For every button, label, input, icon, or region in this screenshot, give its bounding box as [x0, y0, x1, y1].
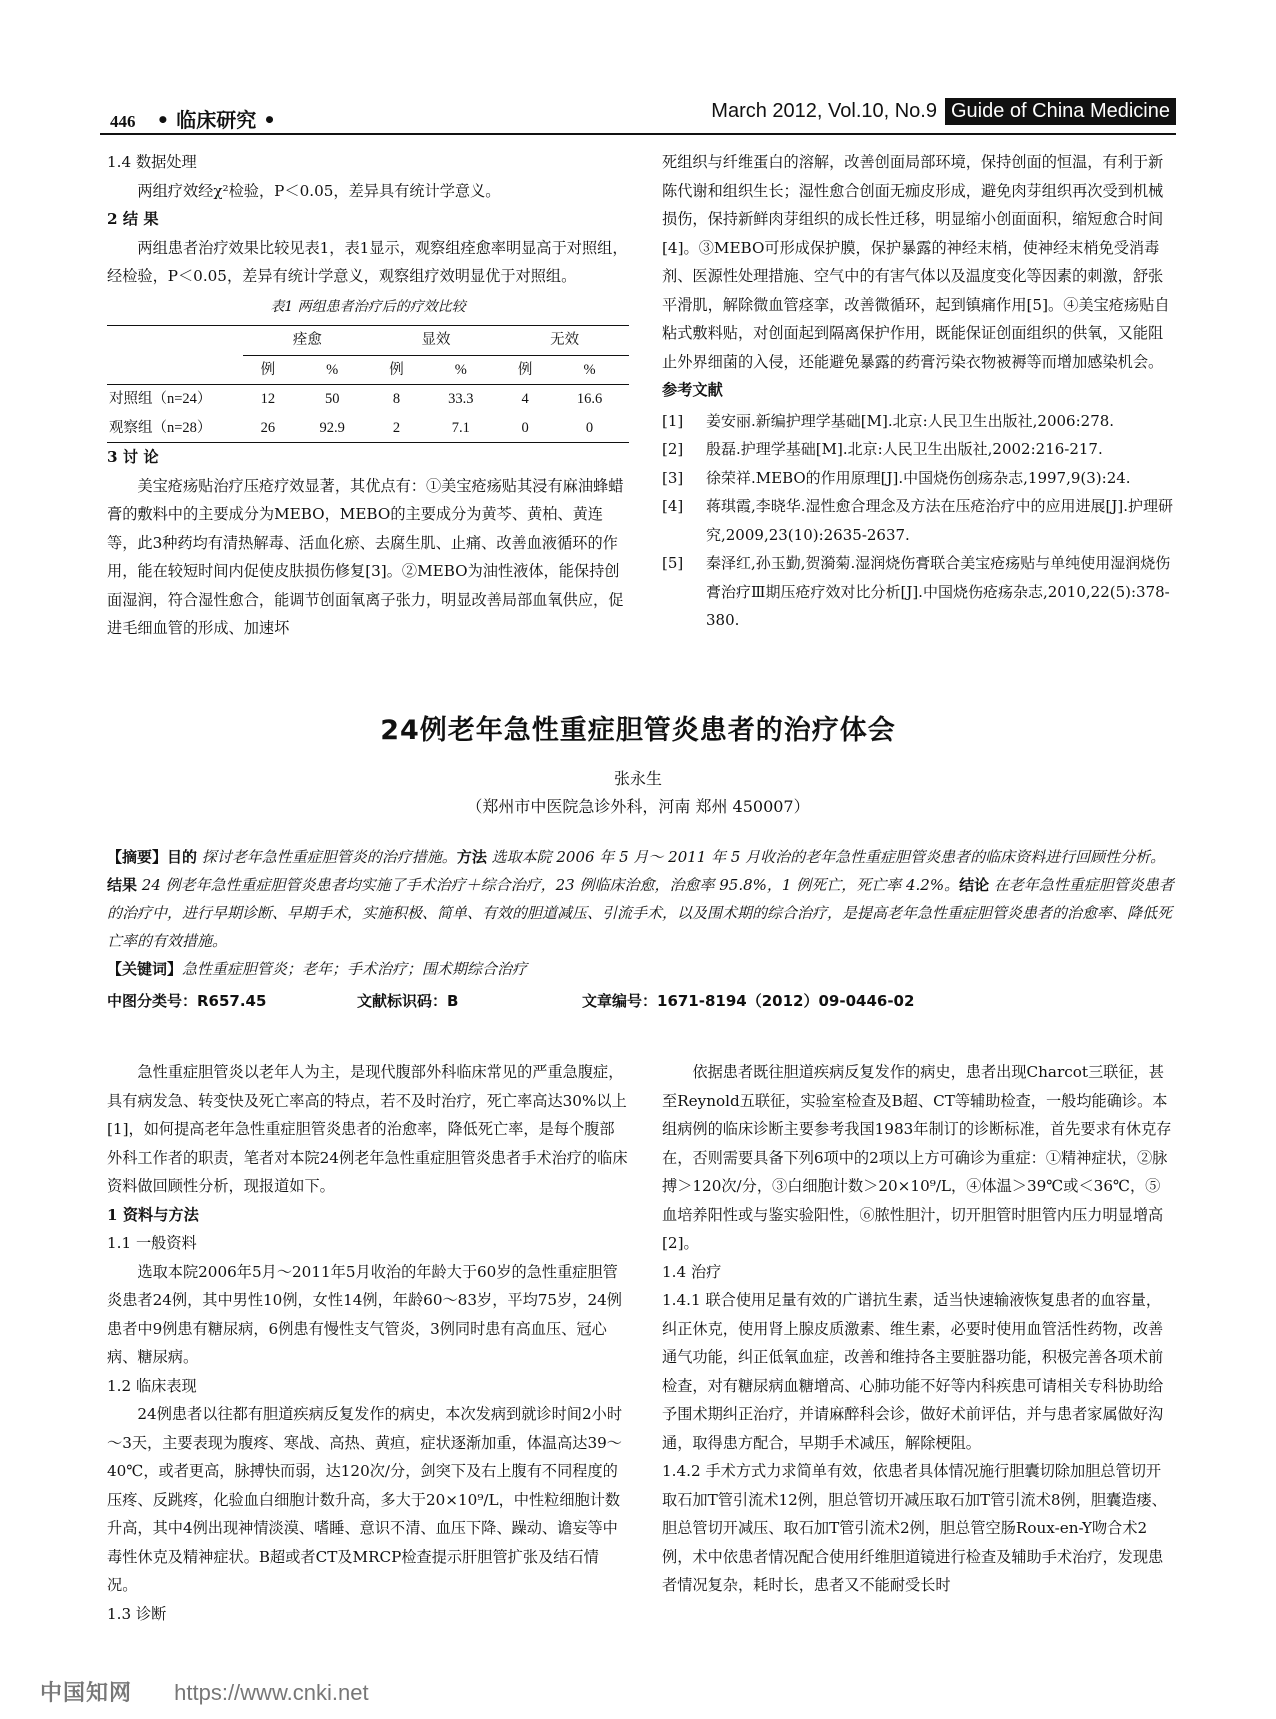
table-cell: 7.1	[421, 414, 500, 443]
abstract	[107, 843, 1179, 983]
abstract-part-text: 在老年急性重症胆管炎患者的治疗中，进行早期诊断、早期手术，实施积极、简单、有效的胆道减压、引流手术，以及围术期的综合治疗，是提高老年急性重症胆管炎患者的治愈率、降低死亡率的有效措施。	[107, 876, 1174, 950]
header-rule	[100, 133, 1176, 135]
table-subheader: 例	[243, 355, 293, 385]
paragraph: 1.4.2 手术方式力求简单有效，依患者具体情况施行胆囊切除加胆总管切开取石加T管引流术12例，胆总管切开减压取石加T管引流术8例，胆囊造瘘、胆总管切开减压、取石加T管引流术2例，胆总管空肠Roux-en-Y吻合术2例，术中依患者情况配合使用纤维胆道镜进行检查及辅助手术治疗，发现患者情况复杂，耗时长，患者又不能耐受长时	[662, 1462, 1167, 1594]
abstract-part-text: 探讨老年急性重症胆管炎的治疗措施。	[197, 848, 457, 866]
section-heading: 1.3 诊断	[107, 1604, 167, 1623]
section-heading: 1.2 临床表现	[107, 1376, 197, 1395]
section-heading: 1.4 数据处理	[107, 153, 197, 171]
table-cell: 2	[372, 414, 422, 443]
reference-item	[662, 407, 1174, 436]
reference-text: 秦泽红,孙玉勤,贺漪菊.湿润烧伤膏联合美宝疮疡贴与单纯使用湿润烧伤膏治疗Ⅲ期压疮疗效对比分析[J].中国烧伤疮疡杂志,2010,22(5):378-380.	[706, 554, 1171, 629]
table-cell: 16.6	[576, 391, 603, 407]
abstract-part-label: 目的	[167, 848, 198, 866]
abstract-part-text: 选取本院 2006 年 5 月～ 2011 年 5 月收治的老年急性重症胆管炎患者的临床资料进行回顾性分析。	[486, 848, 1166, 866]
table-cell: 92.9	[293, 414, 372, 443]
prev-article-left-column	[107, 148, 629, 643]
reference-item	[662, 549, 1174, 635]
table-row	[107, 414, 629, 443]
issue-label: March 2012, Vol.10, No.9	[711, 100, 937, 122]
article-number: 文章编号：1671-8194（2012）09-0446-02	[582, 992, 915, 1010]
section-heading: 1.1 一般资料	[107, 1234, 197, 1252]
section-heading: 3 讨 论	[107, 448, 159, 466]
table-row-label: 对照组（n=24）	[109, 391, 212, 407]
table-caption: 表1 两组患者治疗后的疗效比较	[270, 298, 466, 315]
table-group-header: 显效	[372, 326, 501, 356]
reference-item	[662, 464, 1174, 493]
paragraph: 死组织与纤维蛋白的溶解，改善创面局部环境，保持创面的恒温，有利于新陈代谢和组织生长；湿性愈合创面无痂皮形成，避免肉芽组织再次受到机械损伤，保持新鲜肉芽组织的成长性迁移，明显缩小创面面积，缩短愈合时间[4]。③MEBO可形成保护膜，保护暴露的神经末梢，使神经末梢免受消毒剂、医源性处理措施、空气中的有害气体以及温度变化等因素的刺激，舒张平滑肌，解除微血管痉挛，改善微循环，起到镇痛作用[5]。④美宝疮疡贴自粘式敷料贴，对创面起到隔离保护作用，既能保证创面组织的供氧，又能阻止外界细菌的入侵，还能避免暴露的药膏污染衣物被褥等而增加感染机会。	[662, 153, 1170, 371]
abstract-part-label: 方法	[456, 848, 487, 866]
paragraph: 24例患者以往都有胆道疾病反复发作的病史，本次发病到就诊时间2小时～3天，主要表现为腹疼、寒战、高热、黄疸，症状逐渐加重，体温高达39～40℃，或者更高，脉搏快而弱，达120次/分，剑突下及右上腹有不同程度的压疼、反跳疼，化验血白细胞计数升高，多大于20×10⁹/L，中性粒细胞计数升高，其中4例出现神情淡漠、嗜睡、意识不清、血压下降、躁动、谵妄等中毒性休克及精神症状。B超或者CT及MRCP检查提示肝胆管扩张及结石情况。	[107, 1405, 623, 1594]
prev-article-right-column	[662, 148, 1174, 635]
table-cell: 12	[260, 391, 276, 407]
results-table	[107, 325, 629, 443]
prev-left-blocks	[107, 148, 629, 291]
class-number: 中图分类号：R657.45	[107, 992, 267, 1010]
reference-item	[662, 492, 1174, 549]
footer-watermark	[40, 1676, 369, 1707]
keywords: 急性重症胆管炎；老年；手术治疗；围术期综合治疗	[182, 960, 528, 978]
table-cell: 33.3	[448, 391, 474, 407]
cnki-url[interactable]: https://www.cnki.net	[174, 1680, 369, 1705]
table-row-label: 观察组（n=28）	[107, 414, 243, 443]
cnki-logo: 中国知网	[40, 1680, 133, 1705]
paragraph: 急性重症胆管炎以老年人为主，是现代腹部外科临床常见的严重急腹症，具有病发急、转变快及死亡率高的特点，若不及时治疗，死亡率高达30%以上[1]，如何提高老年急性重症胆管炎患者的治愈率，降低死亡率，是每个腹部外科工作者的职责，笔者对本院24例老年急性重症胆管炎患者手术治疗的临床资料做回顾性分析，现报道如下。	[107, 1063, 628, 1195]
reference-number: [4]	[662, 497, 684, 515]
paragraph: 选取本院2006年5月～2011年5月收治的年龄大于60岁的急性重症胆管炎患者24例，其中男性10例，女性14例，年龄60～83岁，平均75岁，24例患者中9例患有糖尿病，6例患有慢性支气管炎，3例同时患有高血压、冠心病、糖尿病。	[107, 1262, 622, 1366]
table-subheader: %	[550, 355, 629, 385]
reference-number: [5]	[662, 554, 684, 572]
reference-text: 殷磊.护理学基础[M].北京:人民卫生出版社,2002:216-217.	[706, 440, 1103, 458]
table-cell: 8	[392, 391, 401, 407]
table-subheader: 例	[500, 355, 550, 385]
paragraph: 美宝疮疡贴治疗压疮疗效显著，其优点有：①美宝疮疡贴其浸有麻油蜂蜡膏的敷料中的主要成分为MEBO，MEBO的主要成分为黄芩、黄柏、黄连等，此3种药均有清热解毒、活血化瘀、去腐生肌、止痛、改善血液循环的作用，能在较短时间内促使皮肤损伤修复[3]。②MEBO为油性液体，能保持创面湿润，符合湿性愈合，能调节创面氧离子张力，明显改善局部血氧供应，促进毛细血管的形成、加速坏	[107, 476, 624, 637]
paragraph: 依据患者既往胆道疾病反复发作的病史，患者出现Charcot三联征，甚至Reynold五联征，实验室检查及B超、CT等辅助检查，一般均能确诊。本组病例的临床诊断主要参考我国1983年制订的诊断标准，首先要求有休克存在，否则需要具备下列6项中的2项以上方可确诊为重症：①精神症状，②脉搏＞120次/分，③白细胞计数＞20×10⁹/L，④体温＞39℃或＜36℃，⑤血培养阳性或与鉴实验阳性，⑥脓性胆汁，切开胆管时胆管内压力明显增高[2]。	[662, 1063, 1172, 1252]
table-cell: 0	[550, 414, 629, 443]
reference-text: 徐荣祥.MEBO的作用原理[J].中国烧伤创疡杂志,1997,9(3):24.	[706, 468, 1131, 487]
paragraph: 1.4.1 联合使用足量有效的广谱抗生素，适当快速输液恢复患者的血容量，纠正休克，使用肾上腺皮质激素、维生素，必要时使用血管活性药物，改善通气功能，纠正低氧血症，改善和维持各主要脏器功能，积极完善各项术前检查，对有糖尿病血糖增高、心肺功能不好等内科疾患可请相关专科协助给予围术期纠正治疗，并请麻醉科会诊，做好术前评估，并与患者家属做好沟通，取得患方配合，早期手术减压，解除梗阻。	[662, 1291, 1164, 1452]
running-header-right	[711, 98, 1176, 125]
reference-number: [3]	[662, 468, 684, 487]
classification-line	[107, 990, 1179, 1011]
article-title: 24例老年急性重症胆管炎患者的治疗体会	[380, 715, 896, 746]
table-group-header: 无效	[500, 326, 629, 356]
paragraph: 两组疗效经χ²检验，P＜0.05，差异具有统计学意义。	[137, 181, 501, 200]
section-heading: 1.4 治疗	[662, 1262, 722, 1281]
table-row	[107, 385, 629, 414]
reference-text: 姜安丽.新编护理学基础[M].北京:人民卫生出版社,2006:278.	[706, 411, 1115, 430]
article-left-column	[107, 1058, 629, 1628]
abstract-body	[107, 848, 1174, 950]
reference-list	[662, 407, 1174, 635]
table-cell: 4	[521, 391, 529, 407]
table-cell: 26	[243, 414, 293, 443]
section-heading: 参考文献	[662, 381, 723, 399]
reference-number: [2]	[662, 440, 684, 458]
paragraph: 两组患者治疗效果比较见表1，表1显示，观察组痊愈率明显高于对照组，经检验，P＜0.05，差异有统计学意义，观察组疗效明显优于对照组。	[107, 238, 628, 285]
table-subheader: %	[293, 355, 372, 385]
journal-name: Guide of China Medicine	[945, 98, 1176, 125]
prev-right-blocks	[662, 148, 1174, 405]
article-author: 张永生	[613, 769, 662, 788]
abstract-part-text: 24 例老年急性重症胆管炎患者均实施了手术治疗＋综合治疗，23 例临床治愈，治愈率 95.8%，1 例死亡，死亡率 4.2%。	[137, 876, 960, 894]
table-subheader: %	[421, 355, 500, 385]
abstract-part-label: 结果	[107, 876, 138, 894]
table-subheader: 例	[372, 355, 422, 385]
page-number: 446	[110, 112, 136, 131]
table-group-header: 痊愈	[243, 326, 372, 356]
table-group-row	[107, 326, 629, 356]
keywords-label: 【关键词】	[107, 960, 183, 978]
table-cell: 50	[324, 391, 340, 407]
abstract-label: 【摘要】	[107, 848, 168, 866]
reference-number: [1]	[662, 411, 684, 430]
running-header-left	[110, 104, 276, 133]
reference-item	[662, 435, 1174, 464]
table-cell: 0	[500, 414, 550, 443]
table-subheader-row	[107, 355, 629, 385]
prev-left-blocks-after	[107, 443, 629, 643]
document-code: 文献标识码：B	[357, 992, 459, 1010]
reference-text: 蒋琪霞,李晓华.湿性愈合理念及方法在压疮治疗中的应用进展[J].护理研究,2009,23(10):2635-2637.	[706, 497, 1174, 544]
article-right-column	[662, 1058, 1174, 1600]
section-heading: 1 资料与方法	[107, 1205, 199, 1224]
article-affiliation: （郑州市中医院急诊外科，河南 郑州 450007）	[466, 797, 810, 816]
section-heading: 2 结 果	[107, 210, 159, 228]
abstract-part-label: 结论	[959, 876, 990, 894]
section-label: • 临床研究 •	[156, 108, 276, 132]
